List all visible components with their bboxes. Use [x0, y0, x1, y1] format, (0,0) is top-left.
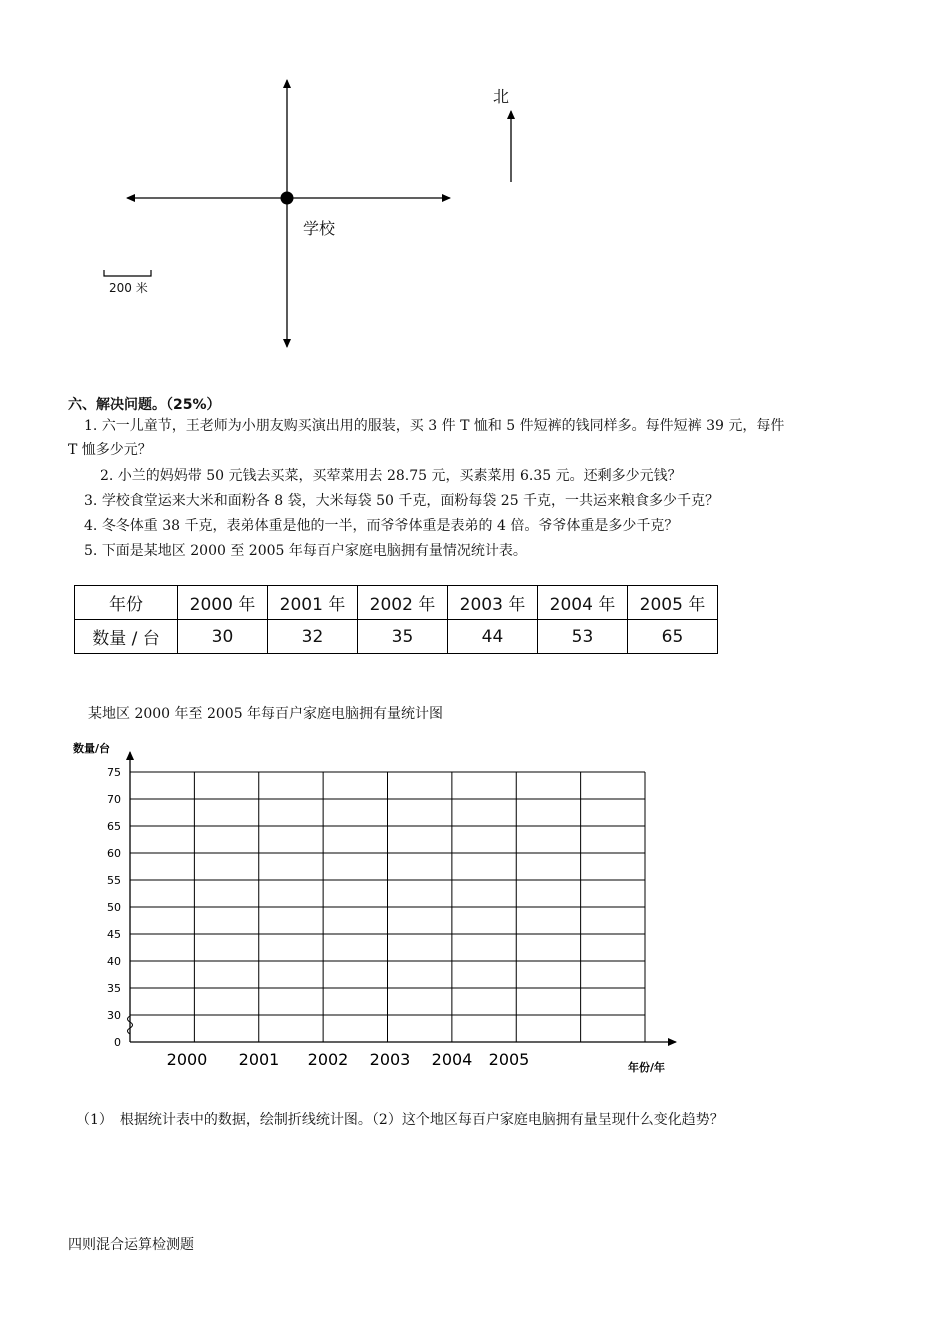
question-4	[84, 514, 678, 538]
y-tick-label: 50	[107, 901, 121, 914]
question-number: 4.	[84, 518, 98, 534]
question-number: 1.	[84, 418, 98, 434]
y-axis-label: 数量/台	[73, 742, 111, 755]
question-number: 5.	[84, 543, 98, 559]
question-text: 学校食堂运来大米和面粉各 8 袋，大米每袋 50 千克，面粉每袋 25 千克，一共运来粮食多少千克？	[101, 493, 720, 509]
x-tick-label: 2003	[369, 1050, 411, 1069]
x-tick-label: 2004	[431, 1050, 473, 1069]
y-tick-label: 60	[107, 847, 121, 860]
y-tick-label: 55	[107, 874, 121, 887]
table-cell-year: 2002 年	[358, 586, 448, 620]
table-cell-count: 35	[358, 620, 448, 654]
north-label: 北	[493, 87, 510, 106]
x-tick-label: 2000	[166, 1050, 208, 1069]
sub-questions: （1） 根据统计表中的数据，绘制折线统计图。（2）这个地区每百户家庭电脑拥有量呈现什么变化趋势？	[76, 1112, 724, 1128]
question-text: T 恤多少元？	[68, 442, 152, 458]
table-row-years	[75, 586, 718, 620]
line-chart-grid	[0, 730, 950, 1080]
question-5	[84, 539, 527, 563]
y-tick-label: 0	[114, 1036, 121, 1049]
table-cell-count: 53	[538, 620, 628, 654]
table-cell-count: 65	[628, 620, 718, 654]
question-text: 六一儿童节，王老师为小朋友购买演出用的服装，买 3 件 T 恤和 5 件短裤的钱同样多。每件短裤 39 元，每件	[101, 418, 785, 434]
table-header-count: 数量 / 台	[75, 620, 178, 654]
table-cell-year: 2005 年	[628, 586, 718, 620]
table-cell-year: 2001 年	[268, 586, 358, 620]
table-cell-year: 2004 年	[538, 586, 628, 620]
scale-bar	[104, 270, 151, 276]
table-cell-year: 2000 年	[178, 586, 268, 620]
table-cell-count: 32	[268, 620, 358, 654]
question-1	[84, 414, 784, 438]
y-tick-label: 70	[107, 793, 121, 806]
question-text: 小兰的妈妈带 50 元钱去买菜，买荤菜用去 28.75 元，买素菜用 6.35 元。还剩多少元钱？	[117, 468, 682, 484]
table-cell-count: 44	[448, 620, 538, 654]
x-axis-label: 年份/年	[628, 1061, 666, 1074]
question-text: 冬冬体重 38 千克，表弟体重是他的一半，而爷爷体重是表弟的 4 倍。爷爷体重是多少千克？	[101, 518, 679, 534]
school-point	[281, 192, 294, 205]
y-tick-label: 65	[107, 820, 121, 833]
y-tick-label: 45	[107, 928, 121, 941]
question-1-continued	[68, 438, 152, 462]
section-title: 六、解决问题。（25%）	[68, 397, 221, 413]
question-text: 下面是某地区 2000 至 2005 年每百户家庭电脑拥有量情况统计表。	[101, 543, 527, 559]
next-section-title: 四则混合运算检测题	[68, 1237, 194, 1253]
statistics-table	[74, 585, 718, 654]
school-label: 学校	[303, 219, 336, 238]
table-row-counts	[75, 620, 718, 654]
scale-label: 200 米	[109, 281, 148, 295]
direction-map	[0, 0, 950, 380]
table-header-year: 年份	[75, 586, 178, 620]
y-tick-label: 30	[107, 1009, 121, 1022]
x-tick-label: 2002	[307, 1050, 349, 1069]
question-number: 2.	[100, 468, 114, 484]
chart-title: 某地区 2000 年至 2005 年每百户家庭电脑拥有量统计图	[88, 706, 444, 722]
table-cell-year: 2003 年	[448, 586, 538, 620]
question-3	[84, 489, 719, 513]
y-tick-label: 40	[107, 955, 121, 968]
x-tick-label: 2001	[238, 1050, 280, 1069]
question-2	[100, 464, 682, 488]
table-cell-count: 30	[178, 620, 268, 654]
x-tick-label: 2005	[488, 1050, 530, 1069]
y-tick-label: 75	[107, 766, 121, 779]
y-tick-label: 35	[107, 982, 121, 995]
question-number: 3.	[84, 493, 98, 509]
